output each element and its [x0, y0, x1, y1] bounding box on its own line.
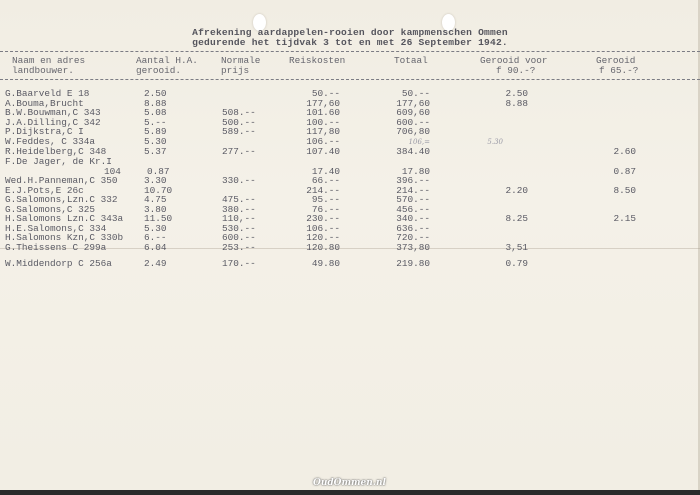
cell-reiskosten: 66.-- — [311, 175, 340, 186]
cell-reiskosten: 230.-- — [306, 213, 340, 224]
header-aantal-line1: Aantal H.A. — [136, 55, 198, 66]
cell-name: W.Feddes, C 334a — [5, 136, 96, 147]
cell-totaal: 384.40 — [396, 146, 430, 157]
cell-totaal: 720.-- — [396, 232, 430, 243]
watermark: OudOmmen.nl — [313, 478, 386, 488]
cell-aantal: 3.80 — [144, 204, 167, 215]
cell-aantal: 6.04 — [144, 242, 167, 253]
cell-totaal: 373,80 — [396, 242, 430, 253]
cell-totaal: 600.-- — [396, 117, 430, 128]
cell-totaal: 456.-- — [396, 204, 430, 215]
cell-reiskosten: 100.-- — [306, 117, 340, 128]
cell-aantal: 5.30 — [144, 136, 167, 147]
cell-g65: 0.87 — [613, 166, 636, 177]
cell-g90: 0.79 — [505, 258, 528, 269]
cell-name: E.J.Pots,E 26c — [5, 185, 84, 196]
cell-prijs: 500.-- — [222, 117, 256, 128]
cell-reiskosten: 76.-- — [311, 204, 340, 215]
cell-aantal: 5.08 — [144, 107, 167, 118]
cell-totaal: 396.-- — [396, 175, 430, 186]
header-top-rule — [0, 51, 700, 52]
header-gerooid-65-line2: f 65.-? — [599, 65, 639, 76]
cell-aantal: 5.30 — [144, 223, 167, 234]
header-totaal: Totaal — [394, 55, 428, 66]
cell-totaal: 17.80 — [401, 166, 430, 177]
cell-name: G.Salomons,Lzn.C 332 — [5, 194, 118, 205]
cell-prijs: 277.-- — [222, 146, 256, 157]
cell-reiskosten: 120.80 — [306, 242, 340, 253]
cell-reiskosten: 107.40 — [306, 146, 340, 157]
cell-prijs: 600.-- — [222, 232, 256, 243]
cell-name: H.Salomons Kzn,C 330b — [5, 232, 124, 243]
cell-reiskosten: 177,60 — [306, 98, 340, 109]
header-aantal-line2: gerooid. — [136, 65, 182, 76]
header-reiskosten: Reiskosten — [289, 55, 346, 66]
cell-aantal: 11.50 — [144, 213, 173, 224]
cell-prijs: 589.-- — [222, 126, 256, 137]
cell-prijs: 380.-- — [222, 204, 256, 215]
cell-g90: 8.88 — [505, 98, 528, 109]
cell-g90: 3,51 — [505, 242, 528, 253]
header-gerooid-90-line2: f 90.-? — [496, 65, 536, 76]
cell-name: Wed.H.Panneman,C 350 — [5, 175, 118, 186]
document-title-line-1: Afrekening aardappelen-rooien door kampmenschen Ommen — [192, 27, 508, 38]
cell-reiskosten: 214.-- — [306, 185, 340, 196]
scan-bottom-edge — [0, 490, 700, 495]
cell-totaal: 706,80 — [396, 126, 430, 137]
cell-name: G.Salomons,C 325 — [5, 204, 96, 215]
header-gerooid-65-line1: Gerooid — [596, 55, 636, 66]
cell-name: W.Middendorp C 256a — [5, 258, 112, 269]
cell-reiskosten: 106.-- — [306, 136, 340, 147]
cell-totaal: 570.-- — [396, 194, 430, 205]
cell-prijs: 330.-- — [222, 175, 256, 186]
cell-aantal: 8.88 — [144, 98, 167, 109]
cell-name: R.Heidelberg,C 348 — [5, 146, 107, 157]
cell-aantal: 5.89 — [144, 126, 167, 137]
cell-g90: 5.30 — [487, 138, 503, 146]
cell-totaal: 214.-- — [396, 185, 430, 196]
cell-prijs: 475.-- — [222, 194, 256, 205]
header-gerooid-90-line1: Gerooid voor — [480, 55, 548, 66]
cell-reiskosten: 50.-- — [311, 88, 340, 99]
header-prijs-line1: Normale — [221, 55, 261, 66]
cell-aantal: 2.50 — [144, 88, 167, 99]
cell-prijs: 530.-- — [222, 223, 256, 234]
cell-totaal: 50.-- — [401, 88, 430, 99]
cell-totaal: 636.-- — [396, 223, 430, 234]
cell-aantal: 0.87 — [147, 166, 170, 177]
cell-name: P.Dijkstra,C I — [5, 126, 84, 137]
cell-name: H.E.Salomons,C 334 — [5, 223, 107, 234]
cell-aantal: 6.-- — [144, 232, 167, 243]
header-name-line2: landbouwer. — [12, 65, 74, 76]
cell-g65: 2.15 — [613, 213, 636, 224]
cell-aantal: 4.75 — [144, 194, 167, 205]
cell-aantal: 10.70 — [144, 185, 173, 196]
cell-totaal: 177,60 — [396, 98, 430, 109]
cell-name: F.De Jager, de Kr.I — [5, 156, 112, 167]
cell-reiskosten: 117,80 — [306, 126, 340, 137]
cell-prijs: 170.-- — [222, 258, 256, 269]
cell-reiskosten: 101.60 — [306, 107, 340, 118]
cell-reiskosten: 95.-- — [311, 194, 340, 205]
cell-g90: 8.25 — [505, 213, 528, 224]
cell-totaal: 106,= — [408, 138, 430, 146]
cell-name: H.Salomons Lzn.C 343a — [5, 213, 124, 224]
cell-name: J.A.Dilling,C 342 — [5, 117, 101, 128]
cell-prijs: 110,-- — [222, 213, 256, 224]
cell-name: A.Bouma,Brucht — [5, 98, 84, 109]
cell-g65: 2.60 — [613, 146, 636, 157]
cell-name: G.Baarveld E 18 — [5, 88, 90, 99]
cell-aantal: 2.49 — [144, 258, 167, 269]
cell-g65: 8.50 — [613, 185, 636, 196]
cell-name: B.W.Bouwman,C 343 — [5, 107, 101, 118]
cell-name: G.Theissens C 299a — [5, 242, 107, 253]
cell-aantal: 5.-- — [144, 117, 167, 128]
cell-reiskosten: 17.40 — [311, 166, 340, 177]
cell-totaal: 609,60 — [396, 107, 430, 118]
cell-reiskosten: 120.-- — [306, 232, 340, 243]
document-title-line-2: gedurende het tijdvak 3 tot en met 26 September 1942. — [192, 37, 508, 48]
cell-totaal: 219.80 — [396, 258, 430, 269]
cell-name: 104 — [104, 166, 121, 177]
cell-prijs: 253.-- — [222, 242, 256, 253]
cell-totaal: 340.-- — [396, 213, 430, 224]
cell-reiskosten: 49.80 — [311, 258, 340, 269]
cell-aantal: 3.30 — [144, 175, 167, 186]
header-bottom-rule — [0, 79, 700, 80]
header-name-line1: Naam en adres — [12, 55, 86, 66]
cell-aantal: 5.37 — [144, 146, 167, 157]
cell-g90: 2.50 — [505, 88, 528, 99]
cell-prijs: 508.-- — [222, 107, 256, 118]
cell-reiskosten: 106.-- — [306, 223, 340, 234]
cell-g90: 2.20 — [505, 185, 528, 196]
header-prijs-line2: prijs — [221, 65, 250, 76]
